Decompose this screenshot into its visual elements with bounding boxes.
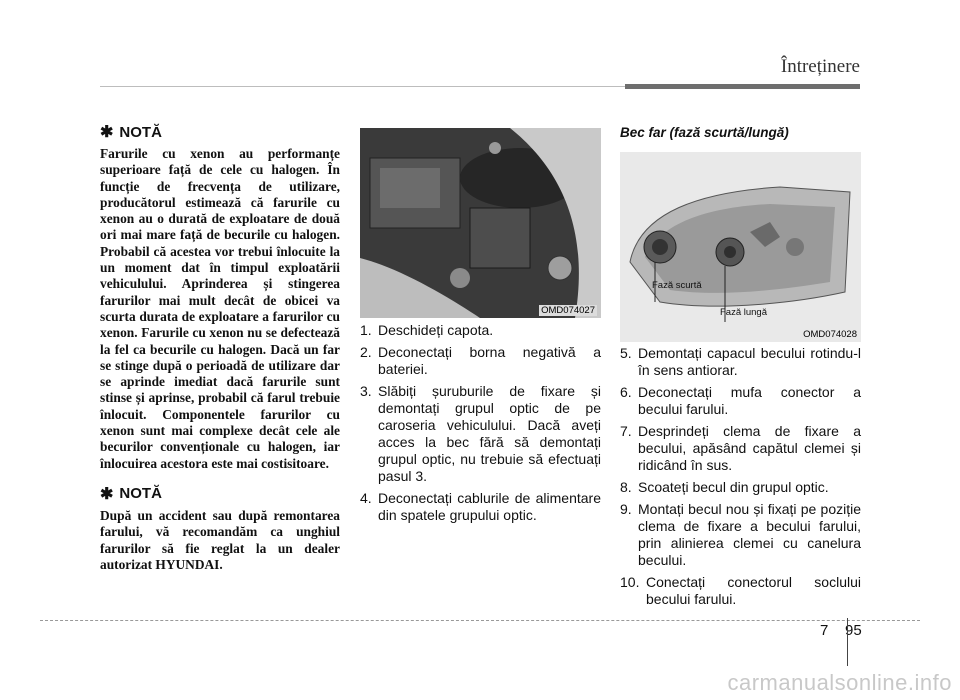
note-title: NOTĂ: [119, 485, 162, 503]
section-header-title: Întreținere: [780, 56, 860, 77]
note-body: După un accident sau după remontarea farului, vă recomandăm ca unghiul farurilor să fie reglat la un dealer autorizat HYUNDAI.: [100, 507, 340, 572]
page-divider: [847, 618, 848, 666]
page-index: 95: [845, 622, 862, 639]
high-beam-label: Fază lungă: [720, 307, 768, 318]
list-item: 2. Deconectați borna negativă a bateriei.: [360, 344, 601, 377]
engine-bay-illustration: [360, 128, 601, 318]
list-item: 5. Demontați capacul becului rotindu-l în sens antiorar.: [620, 345, 861, 378]
star-icon: ✱: [100, 124, 114, 141]
list-item: 3. Slăbiți șuruburile de fixare și demontați grupul optic de pe caroseria vehiculului. Dacă aveți acces la bec fără să demontați grupul optic, nu trebuie să efectuați pasul 3.: [360, 383, 601, 484]
header-rule: [625, 84, 860, 89]
note-block: [100, 122, 340, 472]
star-icon: ✱: [100, 485, 114, 503]
headlamp-illustration: [620, 152, 861, 342]
note-title: NOTĂ: [119, 123, 162, 141]
figure-code: OMD074027: [541, 305, 595, 316]
steps-list-left: [360, 322, 601, 529]
steps-list-right: [620, 345, 861, 613]
figure-code: OMD074028: [803, 329, 857, 340]
list-item: 9. Montați becul nou și fixați pe poziție clema de fixare a becului farului, prin alinierea clemei cu canelura becului.: [620, 501, 861, 568]
note-block: [100, 484, 340, 573]
list-item: 7. Desprindeți clema de fixare a becului, apăsând capătul clemei și ridicând în sus.: [620, 423, 861, 473]
page-number: [820, 622, 862, 639]
list-item: 4. Deconectați cablurile de alimentare din spatele grupului optic.: [360, 490, 601, 523]
section-title: Bec far (fază scurtă/lungă): [620, 125, 789, 140]
low-beam-label: Fază scurtă: [652, 280, 702, 291]
list-item: 8. Scoateți becul din grupul optic.: [620, 479, 829, 495]
note-body: Farurile cu xenon au performanțe superioare față de cele cu halogen. În funcție de frecvența de utilizare, producătorul estimează că farurile cu xenon au o durată de exploatare de două ori mai mare față de becurile cu halogen. Probabil că acestea vor trebui înlocuite la un moment dat în timpul exploatării vehiculului. Aprinderea și stingerea farurilor mai mult decât de obicei va scurta durata de exploatare a farurilor cu xenon. Farurile cu xenon nu se defectează la fel ca becurile cu halogen. Dacă un far se stinge după o perioadă de utilizare dar se aprinde imediat dacă farurile sunt stinse și aprinse, probabil că farul trebuie înlocuit. Componentele farurilor cu xenon sunt mai complexe decât cele ale becurilor convenționale cu halogen, iar înlocuirea acestora este mai costisitoare.: [100, 146, 340, 471]
footer-rule: [40, 620, 920, 621]
list-item: 6. Deconectați mufa conector a becului farului.: [620, 384, 861, 417]
header-thin-rule: [100, 86, 625, 87]
watermark: carmanualsonline.info: [727, 670, 952, 695]
notes-column: [100, 122, 340, 573]
engine-bay-photo: [360, 128, 601, 318]
list-item: 10. Conectați conectorul soclului becului farului.: [620, 574, 861, 607]
list-item: 1. Deschideți capota.: [360, 322, 494, 338]
chapter-number: 7: [820, 622, 829, 639]
